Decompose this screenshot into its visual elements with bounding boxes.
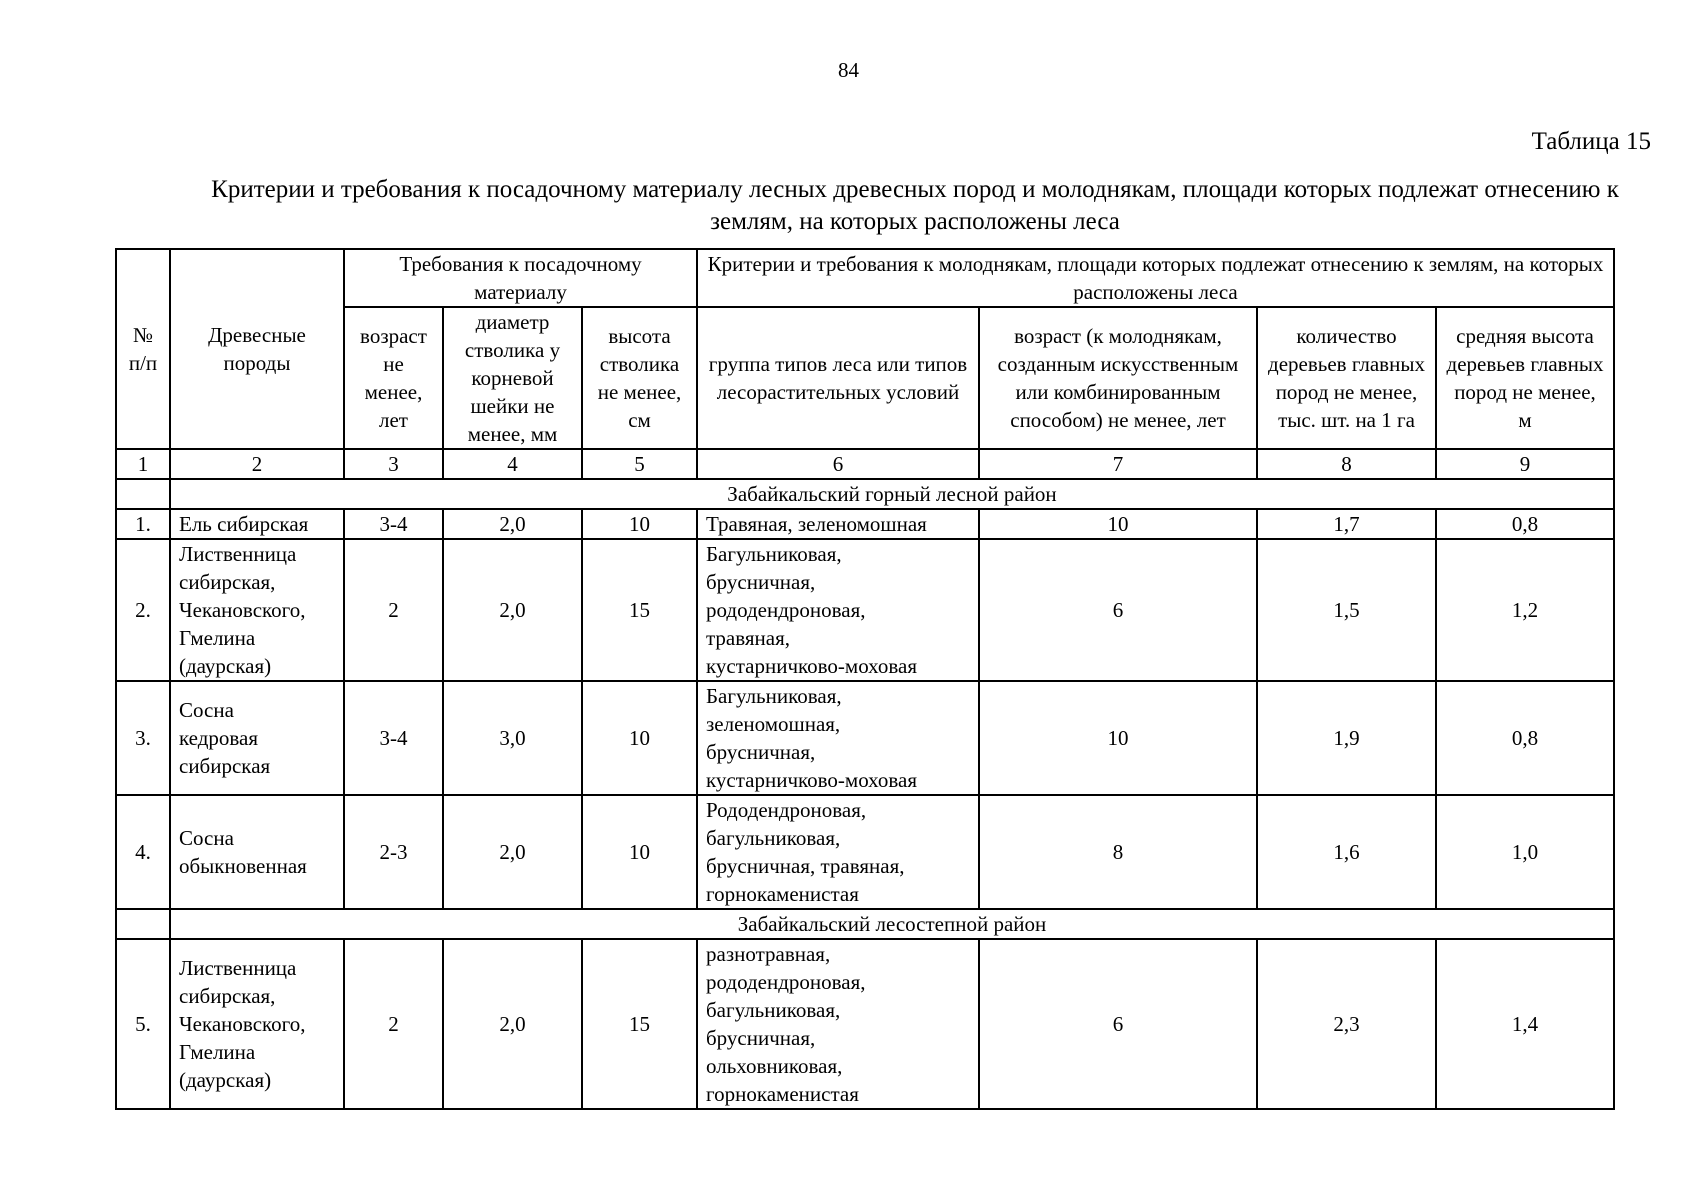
young-age-cell: 6 — [979, 539, 1257, 681]
section-title: Забайкальский горный лесной район — [170, 479, 1614, 509]
young-age-cell: 8 — [979, 795, 1257, 909]
column-number: 7 — [979, 449, 1257, 479]
row-number: 3. — [116, 681, 170, 795]
avg-height-cell: 1,2 — [1436, 539, 1614, 681]
species-cell: Лиственница сибирская, Чекановского, Гмелина (даурская) — [170, 539, 344, 681]
diameter-cell: 2,0 — [443, 939, 582, 1109]
forest-type-cell: разнотравная, рододендроновая, багульниковая, брусничная, ольховниковая, горнокаменистая — [697, 939, 979, 1109]
height-cell: 10 — [582, 509, 697, 539]
diameter-cell: 2,0 — [443, 509, 582, 539]
forest-type-cell: Багульниковая, зеленомошная, брусничная, кустарничково-моховая — [697, 681, 979, 795]
height-cell: 15 — [582, 939, 697, 1109]
avg-height-cell: 1,4 — [1436, 939, 1614, 1109]
row-number: 1. — [116, 509, 170, 539]
table-label: Таблица 15 — [1531, 128, 1651, 155]
header-forest-type: группа типов леса или типов лесорастительных условий — [697, 307, 979, 449]
header-species: Древесные породы — [170, 249, 344, 449]
age-cell: 2-3 — [344, 795, 443, 909]
column-number: 9 — [1436, 449, 1614, 479]
column-number: 4 — [443, 449, 582, 479]
header-age: возраст не менее, лет — [344, 307, 443, 449]
species-cell: Сосна обыкновенная — [170, 795, 344, 909]
table-title: Критерии и требования к посадочному материалу лесных древесных пород и молоднякам, площади которых подлежат отнесению к землям, на которых расположены леса — [211, 176, 1619, 235]
young-age-cell: 10 — [979, 509, 1257, 539]
column-number: 8 — [1257, 449, 1436, 479]
tree-count-cell: 1,5 — [1257, 539, 1436, 681]
header-group-planting: Требования к посадочному материалу — [344, 249, 697, 307]
header-group-young: Критерии и требования к молоднякам, площади которых подлежат отнесению к землям, на которых расположены леса — [697, 249, 1614, 307]
tree-count-cell: 1,6 — [1257, 795, 1436, 909]
section-blank-cell — [116, 909, 170, 939]
column-number: 5 — [582, 449, 697, 479]
header-young-age: возраст (к молоднякам, созданным искусственным или комбинированным способом) не менее, лет — [979, 307, 1257, 449]
header-count: количество деревьев главных пород не менее, тыс. шт. на 1 га — [1257, 307, 1436, 449]
forest-type-cell: Травяная, зеленомошная — [697, 509, 979, 539]
table-row — [116, 509, 1614, 539]
section-title: Забайкальский лесостепной район — [170, 909, 1614, 939]
height-cell: 10 — [582, 795, 697, 909]
section-row — [116, 909, 1614, 939]
diameter-cell: 2,0 — [443, 539, 582, 681]
tree-count-cell: 1,7 — [1257, 509, 1436, 539]
tree-count-cell: 1,9 — [1257, 681, 1436, 795]
column-number: 3 — [344, 449, 443, 479]
section-blank-cell — [116, 479, 170, 509]
header-row-1 — [116, 249, 1614, 307]
table-row — [116, 795, 1614, 909]
header-height: высота стволика не менее, см — [582, 307, 697, 449]
species-cell: Ель сибирская — [170, 509, 344, 539]
header-diameter: диаметр стволика у корневой шейки не менее, мм — [443, 307, 582, 449]
row-number: 5. — [116, 939, 170, 1109]
tree-count-cell: 2,3 — [1257, 939, 1436, 1109]
column-number: 6 — [697, 449, 979, 479]
young-age-cell: 10 — [979, 681, 1257, 795]
column-number: 1 — [116, 449, 170, 479]
forest-type-cell: Рододендроновая, багульниковая, брусничная, травяная, горнокаменистая — [697, 795, 979, 909]
column-number: 2 — [170, 449, 344, 479]
table-row — [116, 539, 1614, 681]
avg-height-cell: 1,0 — [1436, 795, 1614, 909]
diameter-cell: 3,0 — [443, 681, 582, 795]
height-cell: 15 — [582, 539, 697, 681]
section-row — [116, 479, 1614, 509]
species-cell: Лиственница сибирская, Чекановского, Гмелина (даурская) — [170, 939, 344, 1109]
header-num: № п/п — [116, 249, 170, 449]
table-row — [116, 681, 1614, 795]
diameter-cell: 2,0 — [443, 795, 582, 909]
age-cell: 3-4 — [344, 681, 443, 795]
forest-type-cell: Багульниковая, брусничная, рододендроновая, травяная, кустарничково-моховая — [697, 539, 979, 681]
header-avg-height: средняя высота деревьев главных пород не менее, м — [1436, 307, 1614, 449]
table-row — [116, 939, 1614, 1109]
height-cell: 10 — [582, 681, 697, 795]
criteria-table — [115, 248, 1615, 1110]
row-number: 2. — [116, 539, 170, 681]
age-cell: 2 — [344, 939, 443, 1109]
age-cell: 3-4 — [344, 509, 443, 539]
avg-height-cell: 0,8 — [1436, 681, 1614, 795]
age-cell: 2 — [344, 539, 443, 681]
young-age-cell: 6 — [979, 939, 1257, 1109]
avg-height-cell: 0,8 — [1436, 509, 1614, 539]
row-number: 4. — [116, 795, 170, 909]
column-number-row — [116, 449, 1614, 479]
species-cell: Сосна кедровая сибирская — [170, 681, 344, 795]
page-number: 84 — [838, 58, 859, 82]
